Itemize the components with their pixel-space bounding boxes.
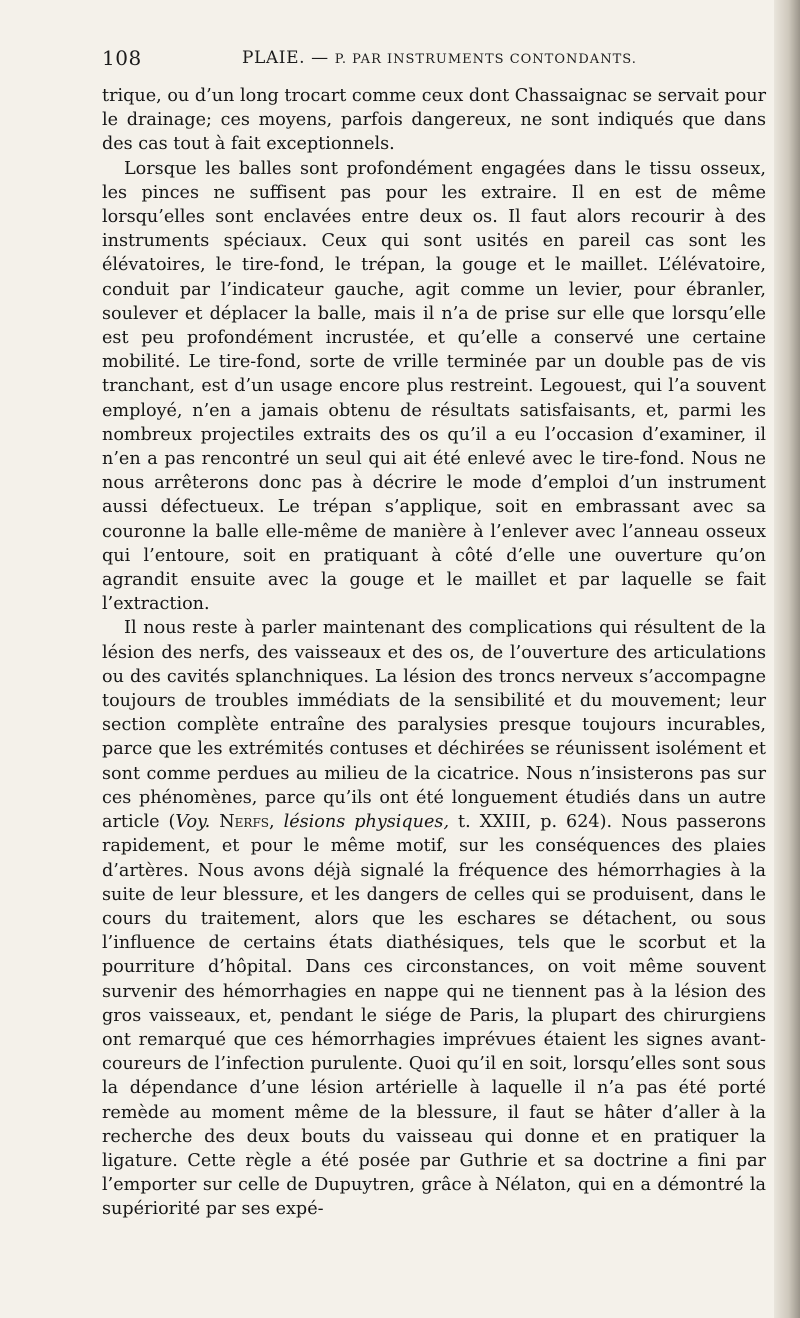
running-head-subtitle: P. PAR INSTRUMENTS CONTONDANTS. (334, 52, 637, 67)
paragraph-extraction-instruments: Lorsque les balles sont profondément engagées dans le tissu osseux, les pinces ne suffisent pas pour les extraire. Il en est de même lorsqu’elles sont enclavées entre deux os. Il faut alors recourir à des instruments spéciaux. Ceux qui sont usités en pareil cas sont les élévatoires, le tire-fond, le trépan, la gouge et le maillet. L’élévatoire, conduit par l’indicateur gauche, agit comme un levier, pour ébranler, soulever et déplacer la balle, mais il n’a de prise sur elle que lorsqu’elle est peu profondément incrustée, et qu’elle a conservé une certaine mobilité. Le tire-fond, sorte de vrille terminée par un double pas de vis tranchant, est d’un usage encore plus restreint. Legouest, qui l’a souvent employé, n’en a jamais obtenu de résultats satisfaisants, et, parmi les nombreux projectiles extraits des os qu’il a eu l’occasion d’examiner, il n’en a pas rencontré un seul qui ait été enlevé avec le tire-fond. Nous ne nous arrêterons donc pas à décrire le mode d’emploi d’un instrument aussi défectueux. Le trépan s’applique, soit en embrassant avec sa couronne la balle elle-même de manière à l’enlever avec l’anneau osseux qui l’entoure, soit en pratiquant à côté d’elle une ouverture qu’on agrandit ensuite avec la gouge et le maillet et par laquelle se fait l’extraction. (102, 158, 766, 615)
paragraph-complications-start: Il nous reste à parler maintenant des complications qui résultent de la lésion des nerfs, des vaisseaux et des os, de l’ouverture des articulations ou des cavités splanchniques. La lésion des troncs nerveux s’accompagne toujours de troubles immédiats de la sensibilité et du mouvement; leur section complète entraîne des paralysies presque toujours incurables, parce que les extrémités contuses et déchirées se réunissent isolément et sont comme perdues au milieu de la cicatrice. Nous n’insisterons pas sur ces phénomènes, parce qu’ils ont été longuement étudiés dans un autre article ( (102, 618, 766, 833)
page-number: 108 (102, 46, 142, 70)
nerfs-reference: Nerfs, (219, 812, 275, 833)
page-header (102, 46, 766, 76)
running-head (242, 48, 637, 68)
paragraph-complications (102, 616, 766, 1221)
paragraph-continuation: trique, ou d’un long trocart comme ceux dont Chassaignac se servait pour le drainage; ces moyens, parfois dangereux, ne sont indiqués que dans des cas tout à fait exceptionnels. (102, 86, 766, 155)
page-edge-shadow (774, 0, 800, 1318)
voy-reference: Voy. (175, 812, 211, 833)
lesions-reference: lésions physiques, (283, 812, 450, 833)
body-text (102, 84, 766, 1222)
paragraph-complications-rest: t. XXIII, p. 624). Nous passerons rapidement, et pour le même motif, sur les conséquences des plaies d’artères. Nous avons déjà signalé la fréquence des hémorrhagies à la suite de leur blessure, et les dangers de celles qui se produisent, dans le cours du traitement, alors que les eschares se détachent, ou sous l’influence de certains états diathésiques, tels que le scorbut et la pourriture d’hôpital. Dans ces circonstances, on voit même souvent survenir des hémorrhagies en nappe qui ne tiennent pas à la lésion des gros vaisseaux, et, pendant le siége de Paris, la plupart des chirurgiens ont remarqué que ces hémorrhagies imprévues étaient les signes avant-coureurs de l’infection purulente. Quoi qu’il en soit, lorsqu’elles sont sous la dépendance d’une lésion artérielle à laquelle il n’a pas été porté remède au moment même de la blessure, il faut se hâter d’aller à la recherche des deux bouts du vaisseau qui donne et en pratiquer la ligature. Cette règle a été posée par Guthrie et sa doctrine a fini par l’emporter sur celle de Dupuytren, grâce à Nélaton, qui en a démontré la supériorité par ses expé- (102, 812, 767, 1220)
running-head-title: PLAIE. — (242, 48, 335, 68)
